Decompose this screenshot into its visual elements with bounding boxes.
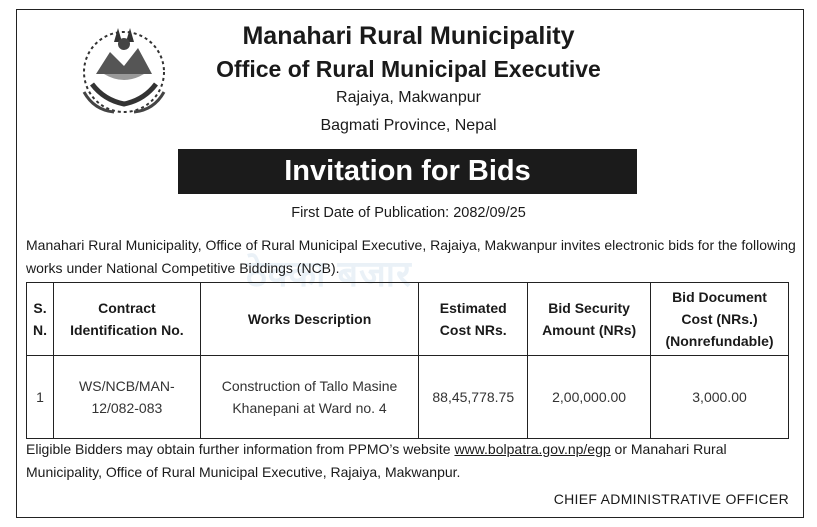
cell-text: 12/082-083 — [91, 400, 163, 416]
publication-date: First Date of Publication: 2082/09/25 — [291, 205, 526, 221]
office-name: Office of Rural Municipal Executive — [216, 56, 601, 82]
cell-doc-cost: 3,000.00 — [651, 356, 789, 439]
cell-estimated-cost: 88,45,778.75 — [419, 356, 528, 439]
col-header-contract — [53, 283, 200, 356]
address-line-2: Bagmati Province, Nepal — [320, 117, 497, 134]
header-text: (Nonrefundable) — [665, 333, 774, 349]
header-text: S. — [33, 300, 47, 316]
intro-paragraph: Manahari Rural Municipality, Office of Rural Municipal Executive, Rajaiya, Makwanpur invites electronic bids for the following works under National Competitive Biddings (NCB). — [26, 237, 796, 276]
bolpatra-link[interactable]: www.bolpatra.gov.np/egp — [454, 441, 611, 457]
header-text: Identification No. — [70, 322, 184, 338]
col-header-security — [528, 283, 651, 356]
header-text: Cost (NRs.) — [681, 311, 758, 327]
cell-bid-security: 2,00,000.00 — [528, 356, 651, 439]
notice-title-banner: Invitation for Bids — [178, 149, 637, 194]
header-text: Amount (NRs) — [542, 322, 637, 338]
header-text: Estimated — [439, 300, 507, 316]
header-text: N. — [32, 322, 47, 338]
cell-sn: 1 — [27, 356, 54, 439]
cell-text: Khanepani at Ward no. 4 — [232, 400, 387, 416]
col-header-doc-cost — [651, 283, 789, 356]
footer-text: Eligible Bidders may obtain further information from PPMO’s website — [26, 441, 455, 457]
signer-title: CHIEF ADMINISTRATIVE OFFICER — [553, 491, 789, 507]
table-header-row — [27, 283, 789, 356]
table-row — [27, 356, 789, 439]
address-line-1: Rajaiya, Makwanpur — [336, 89, 481, 106]
header-text: Cost NRs. — [439, 322, 507, 338]
header-text: Bid Security — [548, 300, 630, 316]
cell-text: Construction of Tallo Masine — [221, 378, 398, 394]
header-text: Works Description — [247, 311, 372, 327]
cell-text: WS/NCB/MAN- — [79, 378, 175, 394]
footer-text: or Manahari Rural Municipality, Office of Rural Municipal Executive, Rajaiya, Makwanpur. — [26, 441, 727, 480]
col-header-works — [200, 283, 419, 356]
col-header-cost — [419, 283, 528, 356]
col-header-sn — [27, 283, 54, 356]
footer-paragraph — [26, 438, 796, 484]
bids-table — [26, 282, 789, 439]
cell-contract-id — [53, 356, 200, 439]
watermark-logo: ठेक्का बजार — [246, 253, 412, 294]
header-text: Bid Document — [672, 289, 767, 305]
cell-works-description — [200, 356, 419, 439]
header-text: Contract — [98, 300, 156, 316]
municipality-name: Manahari Rural Municipality — [242, 22, 575, 50]
